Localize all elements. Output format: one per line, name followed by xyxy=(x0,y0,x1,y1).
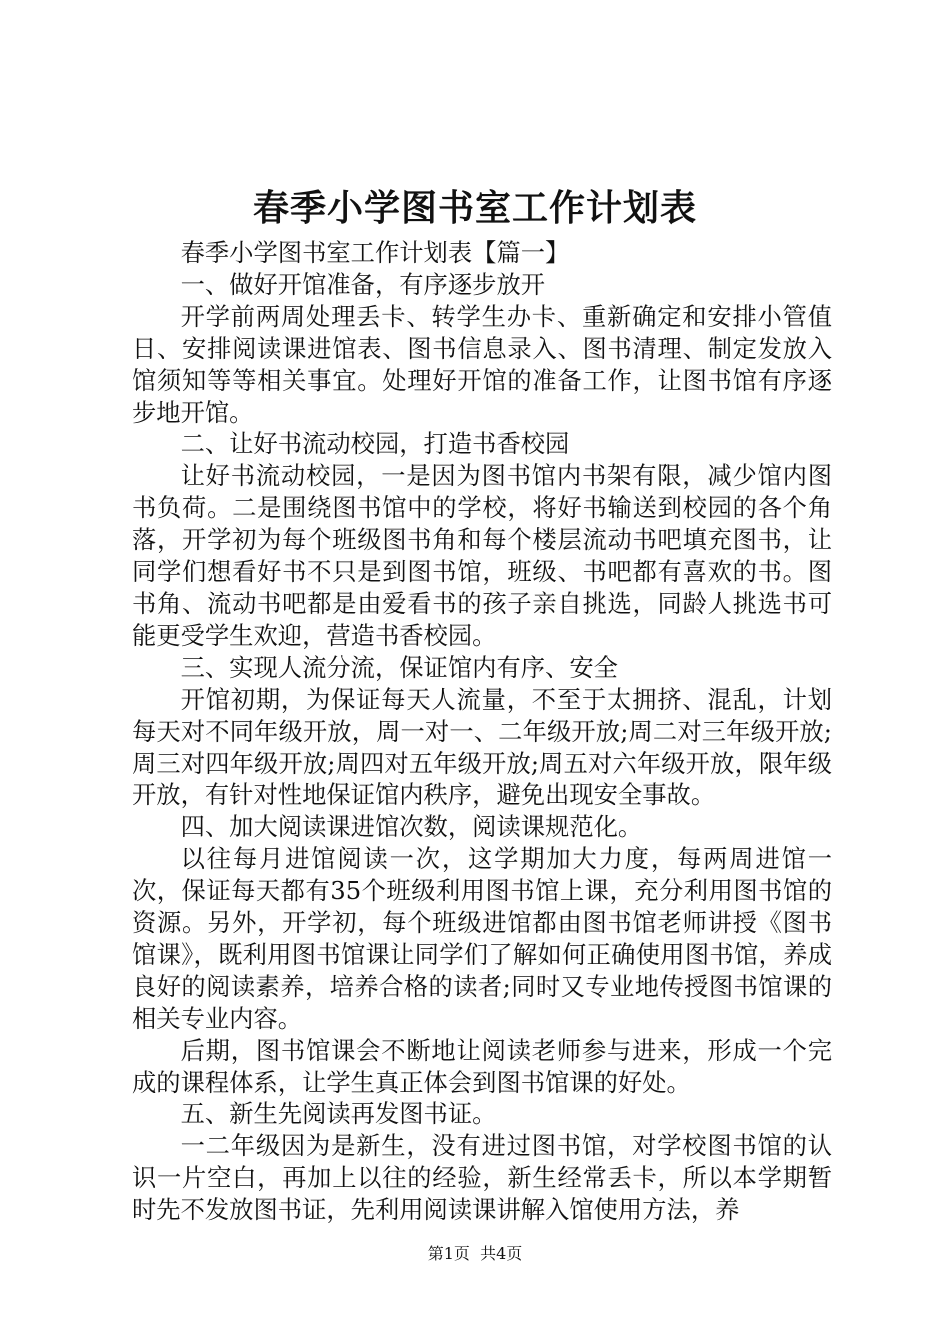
section-heading-1: 一、做好开馆准备，有序逐步放开 xyxy=(180,269,546,299)
document-title: 春季小学图书室工作计划表 xyxy=(252,187,697,229)
paragraph: 开馆初期，为保证每天人流量，不至于太拥挤、混乱，计划每天对不同年级开放，周一对一、二年级开放;周二对三年级开放;周三对四年级开放;周四对五年级开放;周五对六年级开放，限年级开放，有针对性地保证馆内秩序，避免出现安全事故。 xyxy=(132,684,832,810)
page-total: 共4页 xyxy=(480,1244,523,1263)
paragraph: 让好书流动校园，一是因为图书馆内书架有限，减少馆内图书负荷。二是围绕图书馆中的学校，将好书输送到校园的各个角落，开学初为每个班级图书角和每个楼层流动书吧填充图书，让同学们想看好书不只是到图书馆，班级、书吧都有喜欢的书。图书角、流动书吧都是由爱看书的孩子亲自挑选，同龄人挑选书可能更受学生欢迎，营造书香校园。 xyxy=(132,461,832,650)
paragraph: 一二年级因为是新生，没有进过图书馆，对学校图书馆的认识一片空白，再加上以往的经验，新生经常丢卡，所以本学期暂时先不发放图书证，先利用阅读课讲解入馆使用方法，养 xyxy=(132,1131,832,1225)
section-heading-5: 五、新生先阅读再发图书证。 xyxy=(180,1099,497,1129)
section-heading-2: 二、让好书流动校园，打造书香校园 xyxy=(180,429,570,459)
section-heading-3: 三、实现人流分流，保证馆内有序、安全 xyxy=(180,652,618,682)
paragraph-subtitle: 春季小学图书室工作计划表【篇一】 xyxy=(180,238,570,267)
document-body xyxy=(132,237,832,1226)
page-number: 第1页 xyxy=(427,1244,470,1263)
page-footer xyxy=(0,1242,950,1266)
section-heading-4: 四、加大阅读课进馆次数，阅读课规范化。 xyxy=(180,812,643,842)
footer-spacer xyxy=(470,1244,480,1263)
paragraph: 以往每月进馆阅读一次，这学期加大力度，每两周进馆一次，保证每天都有35个班级利用图书馆上课，充分利用图书馆的资源。另外，开学初，每个班级进馆都由图书馆老师讲授《图书馆课》，既利用图书馆课让同学们了解如何正确使用图书馆，养成良好的阅读素养，培养合格的读者;同时又专业地传授图书馆课的相关专业内容。 xyxy=(132,844,832,1033)
paragraph: 后期，图书馆课会不断地让阅读老师参与进来，形成一个完成的课程体系，让学生真正体会到图书馆课的好处。 xyxy=(132,1035,832,1097)
paragraph: 开学前两周处理丢卡、转学生办卡、重新确定和安排小管值日、安排阅读课进馆表、图书信息录入、图书清理、制定发放入馆须知等等相关事宜。处理好开馆的准备工作，让图书馆有序逐步地开馆。 xyxy=(132,301,832,427)
